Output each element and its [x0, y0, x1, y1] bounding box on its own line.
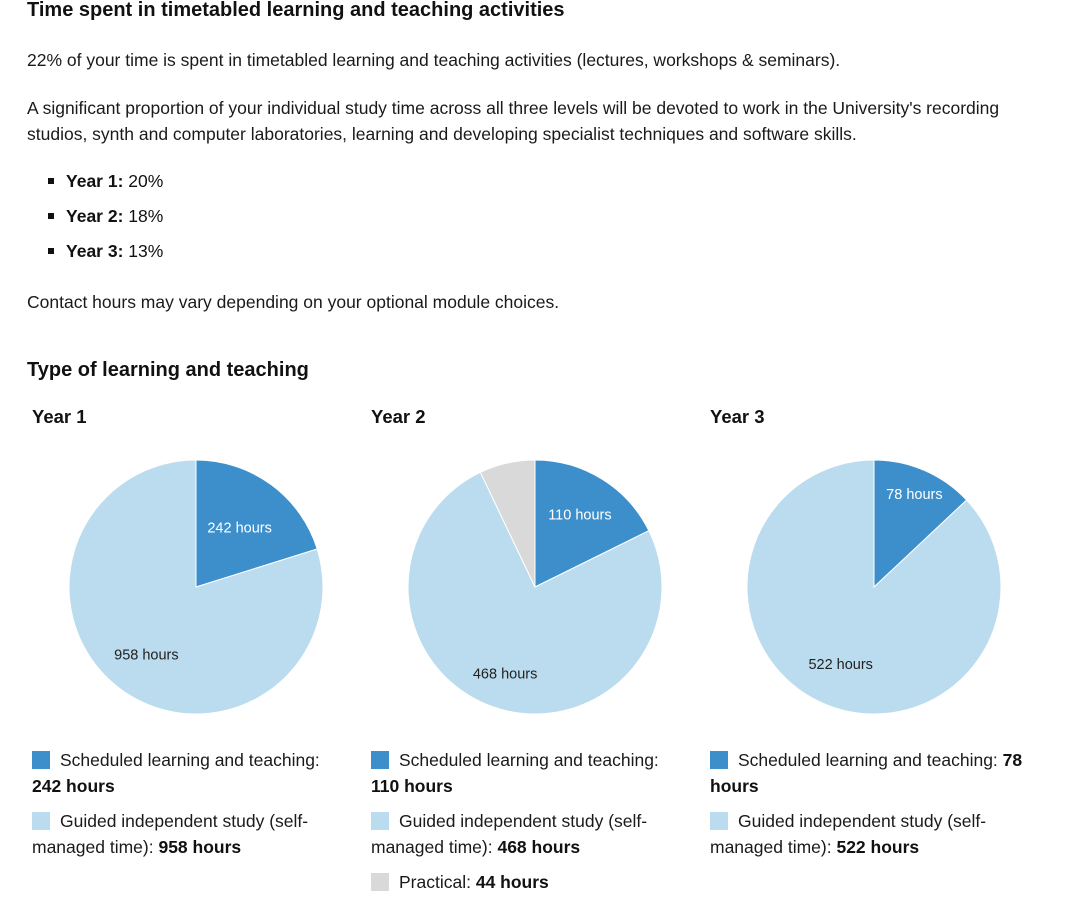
bullet-label: Year 1: [66, 171, 124, 191]
legend-swatch [371, 751, 389, 769]
legend-item-scheduled [710, 747, 1030, 799]
legend-value: 78 hours [710, 750, 1023, 796]
chart-legend [710, 747, 1030, 869]
legend-label: Guided independent study (self-managed time): [371, 811, 648, 857]
legend-label: Scheduled learning and teaching: [60, 750, 320, 770]
note-text: Contact hours may vary depending on your optional module choices. [27, 292, 560, 312]
legend-label: Scheduled learning and teaching: [399, 750, 659, 770]
legend-value: 44 hours [475, 872, 549, 892]
legend-item-guided [32, 808, 352, 860]
slice-label: 78 hours [886, 486, 943, 503]
bullet-value: 13% [128, 241, 164, 261]
subsection-title: Type of learning and teaching [27, 359, 309, 381]
legend-value: 522 hours [836, 837, 920, 857]
list-item [48, 203, 163, 238]
legend-swatch [371, 873, 389, 891]
pie-chart [705, 450, 1035, 730]
year-1-chart [27, 400, 357, 893]
legend-item-practical [371, 869, 691, 895]
legend-swatch [32, 751, 50, 769]
legend-item-scheduled [371, 747, 691, 799]
legend-item-guided [710, 808, 1030, 860]
slice-label: 958 hours [114, 647, 179, 664]
legend-value: 110 hours [371, 776, 453, 796]
pie-chart [27, 450, 357, 730]
list-item [48, 238, 163, 273]
chart-title: Year 3 [710, 406, 765, 427]
legend-value: 242 hours [32, 776, 115, 796]
intro-text: 22% of your time is spent in timetabled learning and teaching activities (lectures, workshops & seminars). [27, 50, 841, 70]
section-title: Time spent in timetabled learning and teaching activities [27, 0, 565, 21]
bullet-label: Year 3: [66, 241, 124, 261]
pie-chart [366, 450, 696, 730]
year-2-chart [366, 400, 696, 893]
legend-value: 468 hours [497, 837, 581, 857]
bullet-value: 20% [128, 171, 164, 191]
slice-label: 242 hours [207, 520, 272, 537]
slice-label: 522 hours [808, 656, 873, 673]
bullet-value: 18% [128, 206, 164, 226]
bullet-label: Year 2: [66, 206, 124, 226]
legend-label: Practical: [399, 872, 471, 892]
legend-swatch [32, 812, 50, 830]
chart-legend [32, 747, 352, 869]
chart-title: Year 1 [32, 406, 87, 427]
legend-item-guided [371, 808, 691, 860]
legend-label: Guided independent study (self-managed time): [710, 811, 987, 857]
legend-swatch [710, 751, 728, 769]
legend-item-scheduled [32, 747, 352, 799]
legend-value: 958 hours [158, 837, 242, 857]
year-3-chart [705, 400, 1035, 893]
list-item [48, 168, 163, 203]
slice-label: 468 hours [472, 666, 538, 683]
chart-title: Year 2 [371, 406, 426, 427]
legend-label: Guided independent study (self-managed time): [32, 811, 309, 857]
legend-swatch [710, 812, 728, 830]
description-text: A significant proportion of your individual study time across all three levels will be devoted to work in the University's recording studios, synth and computer laboratories, learning and developing specialist techniques and software skills. [27, 98, 1000, 144]
chart-legend [371, 747, 691, 904]
slice-label: 110 hours [548, 507, 612, 524]
legend-label: Scheduled learning and teaching: [738, 750, 998, 770]
year-percentage-list [48, 168, 163, 273]
legend-swatch [371, 812, 389, 830]
